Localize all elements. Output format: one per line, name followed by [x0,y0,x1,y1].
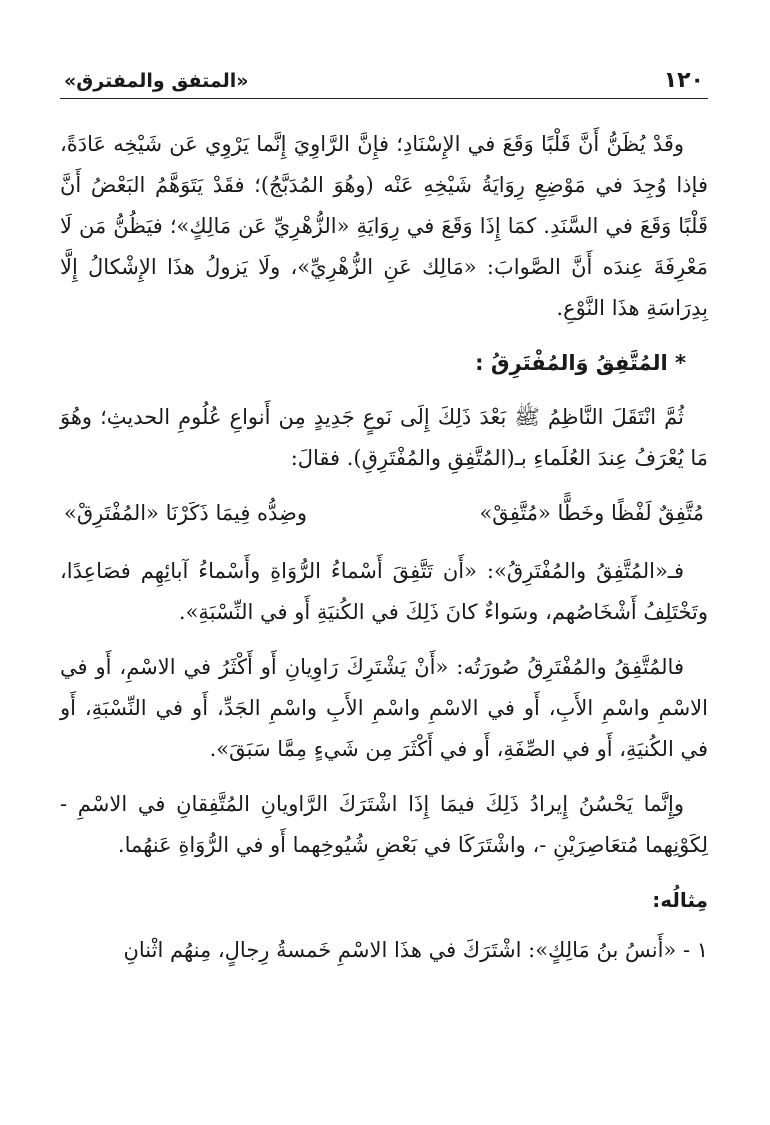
page-number: ١٢٠ [663,68,704,93]
page-body [60,124,708,985]
paragraph-isnad-reversal: وقَدْ يُظَنُّ أَنَّ قَلْبًا وَقَعَ في الإِسْنَادِ؛ فإِنَّ الرَّاوِيَ إِنَّما يَرْوِي عَن شَيْخِه عَادَةً، فإذا وُجِدَ في مَوْضِعِ رِوَايَةُ شَيْخِهِ عَنْه (وهُوَ المُدَبَّجُ)؛ فقَدْ يَتَوَهَّمُ البَعْضُ أَنَّ قَلْبًا وَقَعَ في السَّنَدِ. كمَا إِذَا وَقَعَ في رِوَايَةِ «الزُّهْرِيِّ عَن مَالِكٍ»؛ فيَظُنُّ مَن لَا مَعْرِفَةَ عِندَه أَنَّ الصَّوابَ: «مَالِك عَنِ الزُّهْرِيِّ»، ولَا يَزولُ هذَا الإِشْكالُ إِلَّا بِدِرَاسَةِ هذَا النَّوْعِ. [60,132,708,320]
example-label: مِثالُه: [652,888,708,912]
paragraph-example-1: ١ - «أَنسُ بنُ مَالِكٍ»: اشْتَرَكَ في هذَا الاسْمِ خَمسةُ رِجالٍ، مِنهُم اثْنانِ [123,938,708,962]
paragraph-form: فالمُتَّفِقُ والمُفْتَرِقُ صُورَتُه: «أَنْ يَشْتَرِكَ رَاوِيانِ أَو أَكْثَرُ في الاسْمِ، أَو في الاسْمِ واسْمِ الأَبِ، أَو في الاسْمِ واسْمِ الأَبِ واسْمِ الجَدِّ، أَو في النِّسْبَةِ، أَو في الكُنيَةِ، أَو في الصِّفَةِ، أَو في أَكْثَرَ مِن شَيءٍ مِمَّا سَبَقَ». [60,655,708,761]
poem-verse [60,493,708,533]
page-header [60,66,708,99]
running-head: «المتفق والمفترق» [64,70,249,92]
book-page [60,0,708,1125]
section-heading: * المُتَّفِقُ وَالمُفْتَرِقُ : [475,351,686,375]
paragraph-introduction: ثُمَّ انْتَقَلَ النَّاظِمُ ﷺ بَعْدَ ذَلِكَ إِلَى نَوعٍ جَدِيدٍ مِن أَنواعِ عُلُومِ الحديثِ؛ وهُوَ مَا يُعْرَفُ عِندَ العُلَماءِ بـ(المُتَّفِقِ والمُفْتَرِقِ). فقالَ: [60,405,708,470]
paragraph-usage: وإِنَّما يَحْسُنُ إِيرادُ ذَلِكَ فيمَا إِذَا اشْتَرَكَ الرَّاويانِ المُتَّفِقانِ في الاسْمِ - لِكَوْنِهما مُتعَاصِرَيْنِ -، واشْتَرَكَا في بَعْضِ شُيُوخِهما أَو في الرُّوَاةِ عَنهُما. [60,792,708,857]
paragraph-definition: فـ«المُتَّفِقُ والمُفْتَرِقُ»: «أَن تَتَّفِقَ أَسْماءُ الرُّوَاةِ وأَسْماءُ آبائِهِم فصَاعِدًا، وتَخْتَلِفُ أَشْخَاصُهم، وسَواءٌ كانَ ذَلِكَ في الكُنيَةِ أَو في النِّسْبَةِ». [60,559,708,624]
verse-second-hemistich: وضِدُّه فِيمَا ذَكَرْنَا «المُفْتَرِقْ» [64,501,308,525]
verse-first-hemistich: مُتَّفِقٌ لَفْظًا وخَطًّا «مُتَّفِقْ» [479,501,704,525]
